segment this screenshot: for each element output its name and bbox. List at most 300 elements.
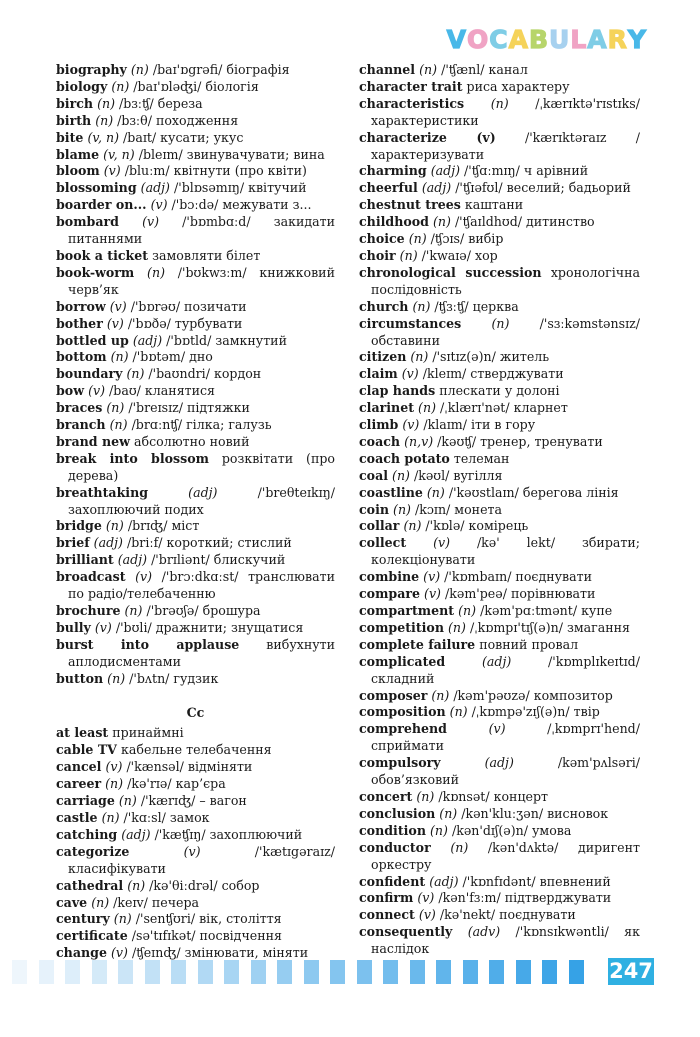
entry-translation: /'ʧɑːmɪŋ/ ч арівний (464, 163, 589, 179)
entry-translation: абсолютно новий (133, 433, 250, 449)
entry-word: complete failure (359, 636, 476, 652)
entry-word: bow (56, 383, 85, 399)
entry-translation: /baɪ'ɒləʤi/ біологія (133, 78, 259, 94)
entry-part-of-speech: (n,v) (404, 433, 434, 449)
entry-word: catching (56, 826, 118, 842)
entry-word: coastline (359, 484, 423, 500)
entry-part-of-speech: (n) (491, 315, 510, 331)
entry-word: circumstances (359, 315, 462, 331)
vocab-entry (56, 417, 335, 434)
entry-word: collect (359, 535, 407, 551)
entry-translation: /ˌkɒmpɪ'tɪʃ(ə)n/ змагання (469, 619, 631, 635)
vocab-entry (359, 806, 640, 823)
vocab-entry (359, 366, 640, 383)
entry-translation: /'ʧænl/ канал (441, 62, 528, 77)
entry-word: breathtaking (56, 484, 149, 500)
entry-translation: /'kɑːsl/ замок (123, 809, 210, 825)
footer-square (516, 960, 531, 984)
header-letter: B (528, 25, 549, 54)
vocab-entry (56, 759, 335, 776)
entry-part-of-speech: (n) (419, 62, 438, 77)
section-heading-cc: Cc (186, 704, 205, 720)
vocab-entry (359, 79, 640, 96)
entry-word: chestnut trees (359, 197, 461, 213)
entry-part-of-speech: (adv) (467, 924, 501, 940)
vocab-entry (56, 569, 335, 603)
entry-translation: /'baʊndri/ кордон (148, 366, 262, 382)
entry-word: bridge (56, 518, 102, 534)
footer-square (145, 960, 160, 984)
entry-translation: /ˌklærɪ'nət/ кларнет (440, 400, 568, 416)
entry-translation: розквітати (про дерева) (68, 450, 335, 483)
vocab-entry (359, 518, 640, 535)
vocab-entry (56, 434, 335, 451)
vocab-entry (56, 349, 335, 366)
entry-translation: /keɪv/ печера (113, 894, 200, 910)
vocab-entry (56, 248, 335, 265)
vocab-entry (56, 180, 335, 197)
entry-word: channel (359, 62, 416, 77)
entry-translation: /'bɒmbɑːd/ закидати питаннями (68, 214, 335, 247)
entry-word: conclusion (359, 805, 436, 821)
entry-word: bottled up (56, 332, 129, 348)
entry-word: composition (359, 704, 446, 720)
entry-translation: /ˌkɒmpə'zɪʃ(ə)n/ твір (471, 704, 600, 720)
vocab-entry (56, 928, 335, 945)
footer-square (463, 960, 478, 984)
entry-word: cathedral (56, 877, 124, 893)
vocab-entry (359, 637, 640, 654)
entry-part-of-speech: (n) (107, 670, 126, 686)
entry-translation: /'brəʊʃə/ брошура (146, 603, 261, 618)
footer-square (304, 960, 319, 984)
entry-part-of-speech: (n) (105, 776, 124, 792)
entry-word: career (56, 776, 102, 792)
vocab-entry (56, 742, 335, 759)
entry-part-of-speech: (n) (109, 417, 128, 433)
vocab-entry (56, 911, 335, 928)
entry-part-of-speech: (n) (127, 877, 146, 893)
entry-word: claim (359, 366, 398, 382)
entry-word: comprehend (359, 721, 447, 737)
footer-square (436, 960, 451, 984)
vocab-entry (56, 163, 335, 180)
entry-part-of-speech: (adj) (429, 873, 459, 889)
entry-part-of-speech: (v) (418, 907, 436, 923)
entry-word: concert (359, 788, 413, 804)
vocab-entry (359, 434, 640, 451)
vocab-entry (359, 417, 640, 434)
vocab-entry (56, 620, 335, 637)
entry-translation: /kəm'peə/ порівнювати (445, 586, 596, 602)
entry-translation: /ʧɔɪs/ вибір (430, 231, 504, 247)
entry-word: branch (56, 417, 106, 433)
entry-translation: повний провал (479, 636, 579, 652)
vocab-entry (359, 586, 640, 603)
entry-word: consequently (359, 924, 453, 940)
entry-word: blossoming (56, 180, 137, 196)
footer-square (39, 960, 54, 984)
vocab-entry (359, 468, 640, 485)
entry-word: complicated (359, 653, 446, 669)
entry-word: clap hands (359, 383, 436, 399)
vocab-entry (359, 654, 640, 688)
entry-translation: /'brɔːdkɑːst/ транслювати по радіо/телебаченню (68, 569, 335, 602)
entry-translation: /'kæʧɪŋ/ захоплюючий (154, 826, 303, 842)
entry-part-of-speech: (n) (448, 619, 466, 635)
entry-part-of-speech: (n) (101, 809, 120, 825)
entry-translation: /sə'tɪfɪkət/ посвідчення (131, 928, 282, 944)
vocab-entry (359, 163, 640, 180)
vocab-entry (56, 96, 335, 113)
entry-part-of-speech: (n) (418, 400, 436, 416)
entry-translation: /'kɒnsɪkwəntli/ як наслідок (371, 924, 640, 957)
entry-translation: /ʧɜːʧ/ церква (434, 298, 519, 314)
entry-part-of-speech: (n) (126, 366, 145, 382)
vocab-entry (56, 603, 335, 620)
vocab-entry (56, 383, 335, 400)
footer-square (251, 960, 266, 984)
entry-word: composer (359, 687, 428, 703)
footer-square (357, 960, 372, 984)
vocab-entry (359, 248, 640, 265)
entry-translation: /'kærɪktəraɪz / характеризувати (371, 129, 640, 162)
vocab-entry (56, 299, 335, 316)
entry-part-of-speech: (n) (439, 805, 458, 821)
entry-part-of-speech: (n) (399, 247, 418, 263)
entry-translation: /brɪʤ/ міст (127, 518, 200, 534)
entry-part-of-speech: (v, n) (87, 129, 120, 145)
entry-part-of-speech: (adj) (484, 755, 514, 771)
vocab-entry (359, 755, 640, 789)
entry-word: biography (56, 62, 127, 77)
entry-part-of-speech: (n) (410, 349, 429, 365)
vocab-entry (56, 265, 335, 299)
vocab-entry (359, 231, 640, 248)
entry-part-of-speech: (v) (106, 315, 124, 331)
vocab-entry (359, 569, 640, 586)
entry-part-of-speech: (adj) (121, 826, 151, 842)
entry-part-of-speech: (n) (458, 603, 477, 618)
vocab-entry (56, 366, 335, 383)
entry-part-of-speech: (n) (416, 788, 435, 804)
entry-translation: /'brɪliənt/ блискучий (151, 552, 286, 568)
vocab-entry (56, 333, 335, 350)
right-column (359, 62, 640, 958)
entry-part-of-speech: (n) (430, 822, 448, 838)
vocab-entry (56, 197, 335, 214)
entry-part-of-speech: (adj) (132, 332, 163, 348)
entry-word: church (359, 298, 409, 314)
entry-part-of-speech: (v) (401, 366, 419, 382)
entry-translation: /'bɒðə/ турбувати (127, 315, 243, 331)
vocab-entry (56, 535, 335, 552)
entry-translation: /'kærɪʤ/ – вагон (140, 793, 247, 809)
entry-word: collar (359, 518, 400, 534)
vocab-entry (359, 383, 640, 400)
entry-word: compartment (359, 603, 455, 618)
entry-part-of-speech: (n) (124, 603, 143, 618)
header-letter: C (489, 25, 508, 54)
entry-translation: /bleɪm/ звинувачувати; вина (138, 146, 325, 162)
entry-translation: телеман (453, 450, 510, 466)
entry-part-of-speech: (adj) (188, 484, 218, 500)
vocab-entry (359, 502, 640, 519)
entry-translation: /'kɒnfɪdənt/ впевнений (462, 873, 611, 889)
entry-part-of-speech: (n) (431, 687, 450, 703)
entry-word: bombard (56, 214, 119, 230)
entry-translation: /kən'dʌktə/ диригент оркестру (371, 839, 640, 872)
entry-translation: /baɪt/ кусати; укус (123, 129, 244, 145)
entry-part-of-speech: (n) (113, 911, 132, 927)
vocab-entry (56, 844, 335, 878)
entry-part-of-speech: (adj) (140, 180, 170, 196)
entry-part-of-speech: (n) (105, 518, 124, 534)
entry-word: bottom (56, 349, 107, 365)
footer-square (489, 960, 504, 984)
header-letter: U (549, 25, 570, 54)
entry-word: book a ticket (56, 247, 149, 263)
entry-translation: /'sɜːkəmstənsɪz/ обставини (371, 315, 640, 348)
entry-part-of-speech: (adj) (430, 163, 461, 179)
entry-word: cave (56, 894, 88, 910)
vocab-entry (359, 62, 640, 79)
entry-word: blame (56, 146, 100, 162)
entry-part-of-speech: (v) (105, 759, 123, 775)
entry-word: cancel (56, 759, 102, 775)
entry-translation: /'sɪtɪz(ə)n/ житель (432, 349, 550, 365)
entry-translation: /'bɒtəm/ дно (132, 349, 213, 365)
entry-word: bloom (56, 163, 100, 179)
entry-word: brief (56, 535, 90, 551)
entry-part-of-speech: (v) (110, 945, 128, 961)
entry-translation: /ʧeɪnʤ/ змінювати, міняти (131, 945, 309, 961)
entry-word: confident (359, 873, 426, 889)
entry-part-of-speech: (n) (432, 214, 451, 230)
entry-part-of-speech: (adj) (117, 552, 148, 568)
entry-word: biology (56, 78, 108, 94)
vocab-entry (359, 924, 640, 958)
vocab-entry (56, 827, 335, 844)
entry-translation: /bluːm/ квітнути (про квіти) (124, 163, 307, 179)
entry-translation: /'bʌtn/ гудзик (129, 670, 219, 686)
footer-square (569, 960, 584, 984)
vocab-entry (359, 180, 640, 197)
entry-word: characteristics (359, 95, 465, 111)
entry-translation: /kɒnsət/ концерт (438, 788, 549, 804)
vocab-entry (56, 147, 335, 164)
entry-word: burst into applause (56, 636, 240, 652)
entry-word: boundary (56, 366, 123, 382)
entry-word: brand new (56, 433, 130, 449)
vocab-entry (359, 823, 640, 840)
header-letter: R (607, 25, 627, 54)
footer-square (383, 960, 398, 984)
entry-part-of-speech: (n) (408, 231, 427, 247)
entry-translation: кабельне телебачення (120, 742, 272, 758)
entry-part-of-speech: (n) (118, 793, 137, 809)
entry-word: chronological succession (359, 264, 542, 280)
footer-square (224, 960, 239, 984)
entry-word: compare (359, 586, 421, 602)
entry-word: characterize (v) (359, 129, 496, 145)
header-letter: O (466, 25, 489, 54)
entry-word: condition (359, 822, 426, 838)
footer-square (542, 960, 557, 984)
left-c-entries (56, 725, 335, 962)
vocab-entry (56, 130, 335, 147)
entry-translation: /kən'kluːʒən/ висновок (461, 805, 609, 821)
vocab-entry (359, 451, 640, 468)
vocab-entry (359, 907, 640, 924)
entry-translation: /'kætɪgəraɪz/ класифікувати (68, 843, 335, 876)
vocab-entry (359, 130, 640, 164)
entry-part-of-speech: (n) (147, 264, 165, 280)
header-letter: L (570, 25, 587, 54)
entry-translation: /'breɪsɪz/ підтяжки (128, 400, 250, 416)
entry-part-of-speech: (n) (110, 349, 129, 365)
entry-part-of-speech: (n) (392, 467, 410, 483)
entry-word: boarder on... (56, 197, 147, 213)
entry-translation: /'ʧaɪldhʊd/ дитинство (454, 214, 595, 230)
entry-word: coach (359, 433, 401, 449)
entry-part-of-speech: (n) (490, 95, 509, 111)
vocab-entry (359, 874, 640, 891)
entry-translation: вибухнути аплодисментами (68, 636, 335, 669)
entry-translation: /'bʊkwɜːm/ книжковий черв’як (68, 264, 335, 297)
entry-translation: /kəʊl/ вугілля (413, 467, 503, 483)
entry-part-of-speech: (n) (426, 484, 445, 500)
entry-translation: /ˌkɒmprɪ'hend/ сприймати (371, 721, 640, 754)
entry-translation: каштани (464, 197, 524, 213)
page-number: 247 (609, 959, 653, 983)
entry-part-of-speech: (v) (183, 843, 201, 859)
vocab-entry (56, 793, 335, 810)
entry-translation: /'bɒrəʊ/ позичати (130, 298, 247, 314)
entry-word: birth (56, 112, 92, 128)
vocab-entry (56, 214, 335, 248)
entry-word: button (56, 670, 104, 686)
entry-word: combine (359, 569, 420, 585)
entry-word: castle (56, 809, 98, 825)
entry-translation: /kəm'pəʊzə/ композитор (453, 687, 613, 703)
entry-part-of-speech: (n) (111, 78, 130, 94)
entry-translation: /'bɒtld/ замкнутий (166, 332, 287, 348)
vocab-entry (56, 552, 335, 569)
vocab-entry (359, 840, 640, 874)
entry-translation: /klaɪm/ іти в гору (423, 417, 536, 433)
entry-translation: /kə'rɪə/ кар’єра (127, 776, 226, 792)
entry-translation: /'blɒsəmɪŋ/ квітучий (174, 180, 307, 196)
entry-translation: /'kɒmplɪkeɪtɪd/ складний (371, 653, 640, 686)
entry-translation: /'ʧɪəfʊl/ веселий; бадьорий (455, 180, 631, 196)
footer-square (277, 960, 292, 984)
vocab-entry (56, 776, 335, 793)
entry-translation: /kleɪm/ стверджувати (422, 366, 564, 382)
vocab-entry (359, 400, 640, 417)
vocab-entry (359, 688, 640, 705)
footer-square (118, 960, 133, 984)
entry-part-of-speech: (v, n) (103, 146, 135, 162)
entry-word: change (56, 945, 107, 961)
header-letter: A (587, 25, 607, 54)
vocab-entry (56, 895, 335, 912)
vocabulary-header (447, 27, 646, 53)
header-letter: A (508, 25, 528, 54)
entry-word: coal (359, 467, 389, 483)
entry-translation: /kə' lekt/ збирати; колекціонувати (371, 535, 640, 568)
entry-part-of-speech: (v) (402, 417, 420, 433)
vocab-entry (56, 485, 335, 519)
entry-translation: /kəm'pɑːtmənt/ купе (480, 603, 613, 618)
vocab-entry (56, 316, 335, 333)
entry-translation: /kəʊʧ/ тренер, тренувати (437, 433, 603, 449)
entry-part-of-speech: (v) (488, 721, 506, 737)
entry-word: coin (359, 501, 390, 517)
footer-square (12, 960, 27, 984)
entry-word: birch (56, 95, 94, 111)
entry-part-of-speech: (v) (88, 383, 106, 399)
vocab-entry (56, 725, 335, 742)
entry-translation: /'kɒmbaɪn/ поєднувати (444, 569, 592, 585)
entry-word: book-worm (56, 264, 135, 280)
entry-word: cheerful (359, 180, 418, 196)
vocab-entry (359, 620, 640, 637)
entry-word: broadcast (56, 569, 126, 585)
footer-square (410, 960, 425, 984)
vocab-entry (359, 214, 640, 231)
vocab-entry (56, 79, 335, 96)
entry-word: childhood (359, 214, 429, 230)
entry-part-of-speech: (v) (109, 298, 127, 314)
vocab-entry (359, 789, 640, 806)
entry-part-of-speech: (n) (412, 298, 431, 314)
entry-word: at least (56, 725, 109, 741)
entry-translation: /'kænsəl/ відміняти (126, 759, 253, 775)
entry-word: coach potato (359, 450, 450, 466)
entry-part-of-speech: (v) (424, 586, 441, 602)
entry-word: borrow (56, 298, 106, 314)
vocab-entry (359, 197, 640, 214)
vocab-entry (56, 810, 335, 827)
entry-part-of-speech: (adj) (481, 653, 512, 669)
entry-translation: принаймні (112, 725, 184, 741)
entry-part-of-speech: (n) (95, 112, 114, 128)
entry-translation: /kən'dɪʃ(ə)n/ умова (451, 822, 572, 838)
entry-part-of-speech: (n) (450, 839, 469, 855)
vocab-entry (359, 535, 640, 569)
entry-word: cable TV (56, 742, 117, 758)
entry-word: connect (359, 907, 415, 923)
entry-word: competition (359, 619, 444, 635)
entry-translation: /'bʊli/ дражнити; знущатися (115, 619, 304, 635)
entry-word: century (56, 911, 110, 927)
vocab-entry (359, 265, 640, 299)
entry-part-of-speech: (adj) (93, 535, 123, 551)
entry-translation: /kɔɪn/ монета (414, 501, 502, 517)
vocab-entry (56, 518, 335, 535)
entry-part-of-speech: (n) (106, 400, 125, 416)
entry-part-of-speech: (n) (393, 501, 411, 517)
entry-translation: /'kəʊstlaɪn/ берегова лінія (448, 484, 619, 500)
entry-translation: /bɜːθ/ походження (117, 112, 239, 128)
entry-translation: риса характеру (466, 78, 570, 94)
vocab-entry (359, 485, 640, 502)
entry-translation: /'kwaɪə/ хор (421, 247, 498, 263)
entry-word: character trait (359, 78, 463, 94)
entry-part-of-speech: (adj) (421, 180, 452, 196)
entry-word: charming (359, 163, 427, 179)
